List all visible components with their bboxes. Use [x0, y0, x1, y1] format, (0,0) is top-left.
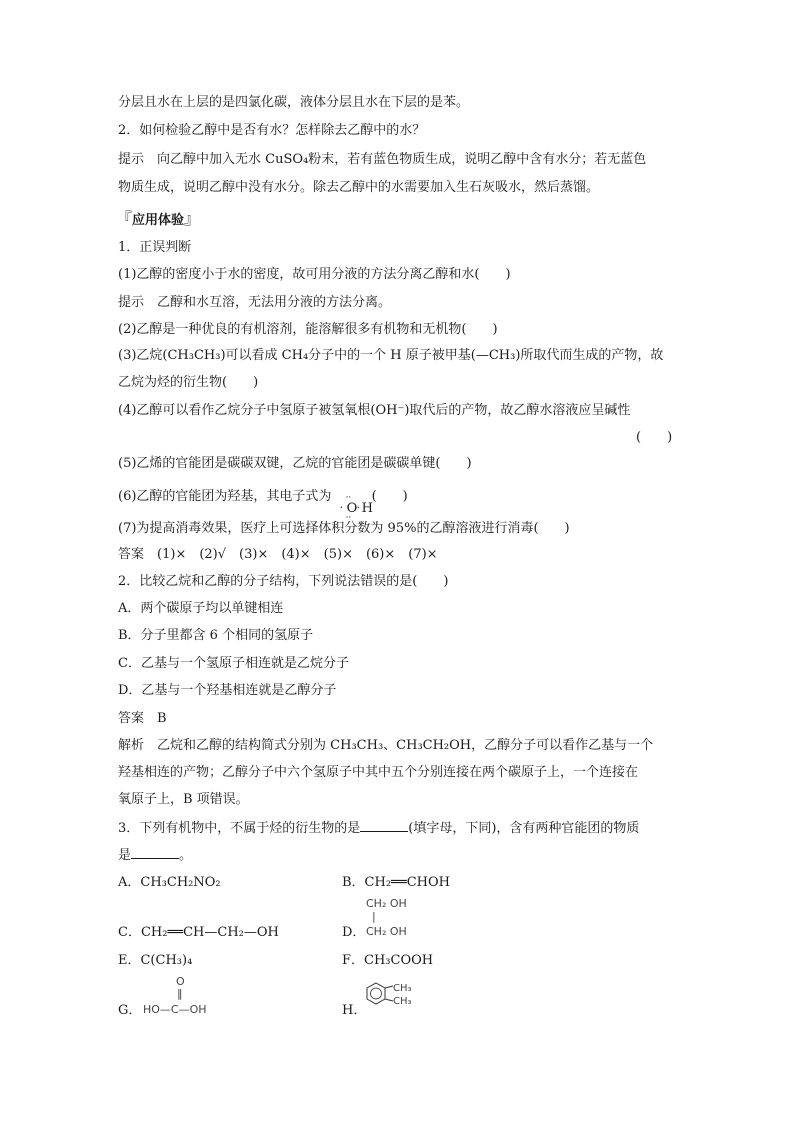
option-3g-double-bond: ‖ — [177, 987, 183, 1000]
blank-2[interactable] — [131, 846, 179, 859]
question-2b: 2．比较乙烷和乙醇的分子结构，下列说法错误的是( ) — [118, 574, 449, 589]
option-3e: E．C(CH₃)₄ — [118, 953, 193, 968]
option-3d-label: D． — [342, 925, 366, 940]
answer-text: B — [157, 711, 167, 726]
blank-1[interactable] — [360, 819, 408, 832]
option-3d-bond: | — [372, 910, 376, 923]
option-3h-label: H． — [342, 1003, 367, 1018]
judge-1: (1)乙醇的密度小于水的密度，故可用分液的方法分离乙醇和水( ) — [118, 267, 511, 282]
option-3f: F．CH₃COOH — [342, 953, 434, 968]
option-2b: B．分子里都含 6 个相同的氢原子 — [118, 628, 314, 643]
hint-text: 向乙醇中加入无水 CuSO₄粉末，若有蓝色物质生成，说明乙醇中含有水分；若无蓝色 — [157, 152, 647, 167]
hint-line — [118, 151, 646, 169]
judge-7: (7)为提高消毒效果，医疗上可选择体积分数为 95%的乙醇溶液进行消毒( ) — [118, 521, 570, 536]
answer-label: 答案 — [118, 711, 145, 726]
judge-6: (6)乙醇的官能团为羟基，其电子式为 ·· · O · ·· H ( ) — [118, 489, 408, 523]
analysis-line — [118, 737, 653, 755]
answer-text: (1)× (2)√ (3)× (4)× (5)× (6)× (7)× — [157, 547, 438, 562]
judge-4: (4)乙醇可以看作乙烷分子中氢原子被氢氧根(OH⁻)取代后的产物，故乙醇水溶液应呈碱性 — [118, 403, 631, 418]
section-heading: 『应用体验』 — [116, 209, 201, 228]
option-3h-methyl-1: CH₃ — [393, 983, 412, 994]
option-3g-oxygen: O — [176, 975, 185, 988]
analysis-cont-2: 氧原子上，B 项错误。 — [118, 792, 249, 807]
analysis-label: 解析 — [118, 738, 145, 753]
hint-text: 乙醇和水互溶，无法用分液的方法分离。 — [157, 295, 392, 310]
option-3d-bottom: CH₂ OH — [366, 925, 407, 938]
analysis-cont-1: 羟基相连的产物；乙醇分子中六个氢原子中其中五个分别连接在两个碳原子上，一个连接在 — [118, 765, 639, 780]
answer-2 — [118, 710, 167, 728]
analysis-text: 乙烷和乙醇的结构简式分别为 CH₃CH₃、CH₃CH₂OH，乙醇分子可以看作乙基与一个 — [157, 738, 654, 753]
hint-label: 提示 — [118, 152, 145, 167]
option-3b: B．CH₂══CHOH — [342, 875, 450, 890]
judge-4-paren: ( ) — [636, 430, 673, 445]
option-2c: C．乙基与一个氢原子相连就是乙烷分子 — [118, 656, 349, 671]
option-3d-top: CH₂ OH — [366, 897, 407, 910]
hint-line-2 — [118, 294, 391, 312]
question-2: 2．如何检验乙醇中是否有水？怎样除去乙醇中的水？ — [118, 123, 426, 138]
option-2d: D．乙基与一个羟基相连就是乙醇分子 — [118, 683, 337, 698]
answer-1 — [118, 546, 438, 564]
answer-label: 答案 — [118, 547, 145, 562]
hint-label: 提示 — [118, 295, 145, 310]
question-3: 3．下列有机物中，不属于烃的衍生物的是 (填字母，下同)，含有两种官能团的物质 — [118, 821, 640, 836]
judge-2: (2)乙醇是一种优良的有机溶剂，能溶解很多有机物和无机物( ) — [118, 322, 498, 337]
option-3g-formula: HO—C—OH — [143, 1003, 207, 1016]
option-2a: A．两个碳原子均以单键相连 — [118, 601, 284, 616]
judge-3-cont: 乙烷为烃的衍生物( ) — [118, 375, 259, 390]
option-3g-label: G． — [118, 1003, 142, 1018]
question-1-title: 1．正误判断 — [118, 240, 192, 255]
option-3c: C．CH₂══CH—CH₂—OH — [118, 925, 279, 940]
option-3h-methyl-2: CH₃ — [393, 996, 412, 1007]
judge-5: (5)乙烯的官能团是碳碳双键，乙烷的官能团是碳碳单键( ) — [118, 456, 472, 471]
judge-3: (3)乙烷(CH₃CH₃)可以看成 CH₄分子中的一个 H 原子被甲基(—CH₃)所取代而生成的产物，故 — [118, 348, 664, 363]
line-4: 物质生成，说明乙醇中没有水分。除去乙醇中的水需要加入生石灰吸水，然后蒸馏。 — [118, 180, 600, 195]
line-1: 分层且水在上层的是四氯化碳，液体分层且水在下层的是苯。 — [118, 95, 470, 110]
option-3a: A．CH₃CH₂NO₂ — [118, 875, 221, 890]
question-3-cont: 是 。 — [118, 848, 193, 863]
